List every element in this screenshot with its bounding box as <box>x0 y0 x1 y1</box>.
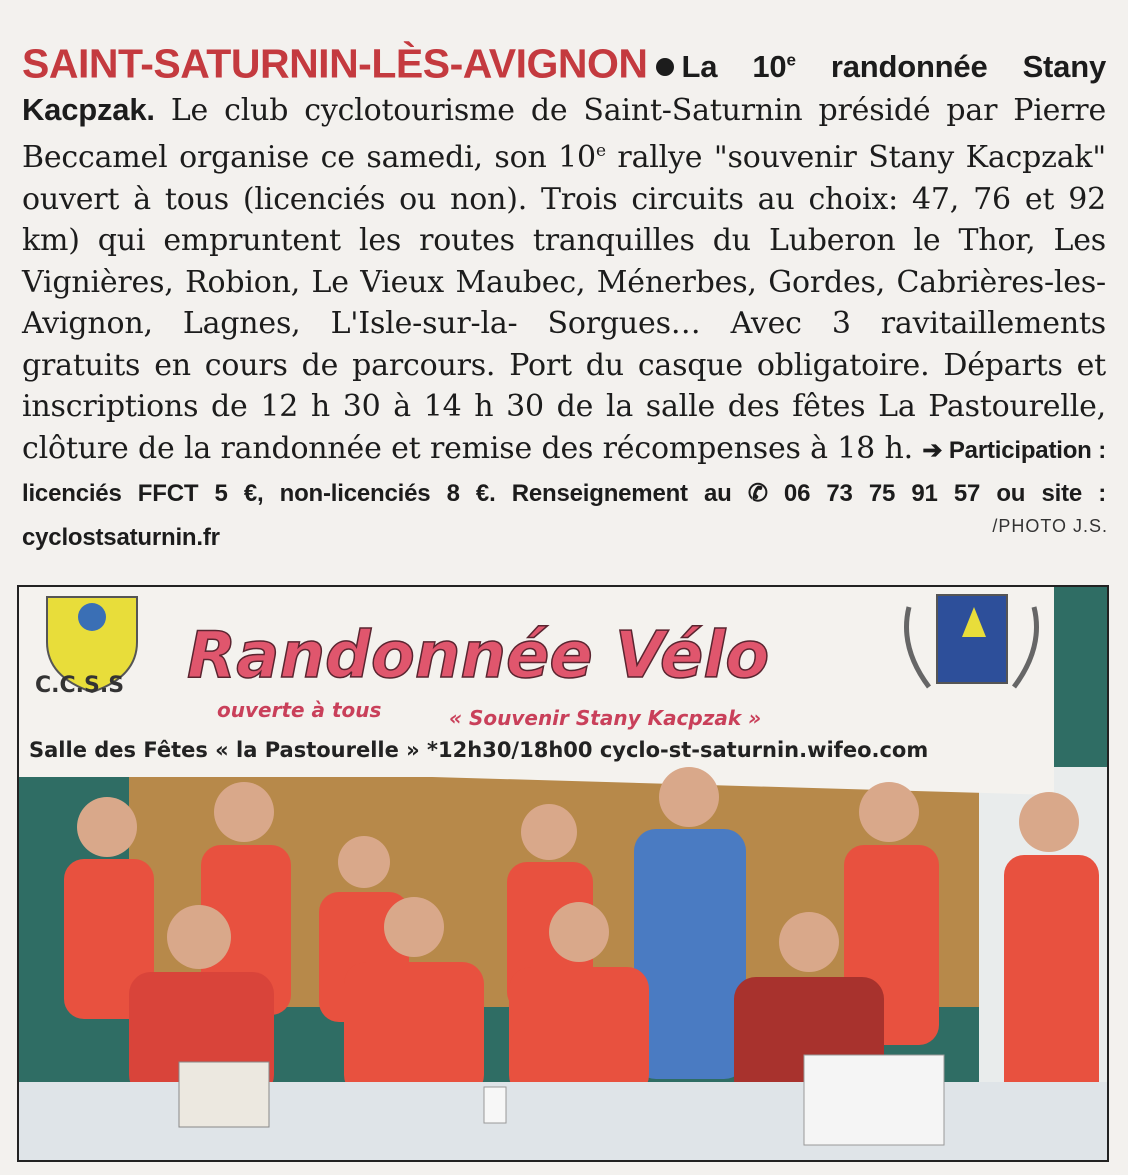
title-pre: La 10 <box>681 49 787 85</box>
title-cont: Kacpzak. <box>22 91 155 127</box>
title-post: randonnée Stany <box>795 49 1106 85</box>
banner-bottom: Salle des Fêtes « la Pastourelle » *12h30/18h00 cyclo-st-saturnin.wifeo.com <box>29 738 929 762</box>
photo-credit: /PHOTO J.S. <box>992 516 1108 536</box>
photo <box>17 585 1109 1162</box>
title-sup: e <box>786 51 796 70</box>
info-line: ➔ Participation : licenciés FFCT 5 €, non-licenciés 8 €. Renseignement au ✆ 06 73 75 91 57 ou site : cyclostsaturnin.fr <box>22 436 1106 551</box>
article <box>22 40 1106 558</box>
article-location: SAINT-SATURNIN-LÈS-AVIGNON <box>22 40 648 87</box>
photo-illustration <box>19 587 1107 1160</box>
body-text-2: rallye "souvenir Stany Kacpzak" ouvert à tous (licenciés ou non). Trois circuits au choix: 47, 76 et 92 km) qui empruntent les routes tranquilles du Luberon le Thor, Les Vignières, Robion, Le Vieux Maubec, Ménerbes, Gordes, Cabrières-les-Avignon, Lagnes, L'Isle-sur-la- Sorgues… Avec 3 ravitaillements gratuits en cours de parcours. Port du casque obligatoire. Départs et inscriptions de 12 h 30 à 14 h 30 de la salle des fêtes La Pastourelle, clôture de la randonnée et remise des récompenses à 18 h. <box>22 140 1106 466</box>
laptop <box>804 1055 944 1145</box>
banner-title: Randonnée Vélo <box>187 619 770 693</box>
banner-sub-right: « Souvenir Stany Kacpzak » <box>449 706 762 730</box>
banner-sub-left: ouverte à tous <box>217 698 382 722</box>
bullet-icon <box>656 58 674 76</box>
body-sup: e <box>595 141 606 162</box>
article-body <box>22 40 1106 558</box>
town-crest-icon <box>937 595 1007 683</box>
club-initials: C.C.S.S <box>35 673 125 698</box>
body-text-1: Le club cyclotourisme de Saint-Saturnin présidé par Pierre Beccamel organise ce samedi, son 10 <box>22 92 1106 176</box>
